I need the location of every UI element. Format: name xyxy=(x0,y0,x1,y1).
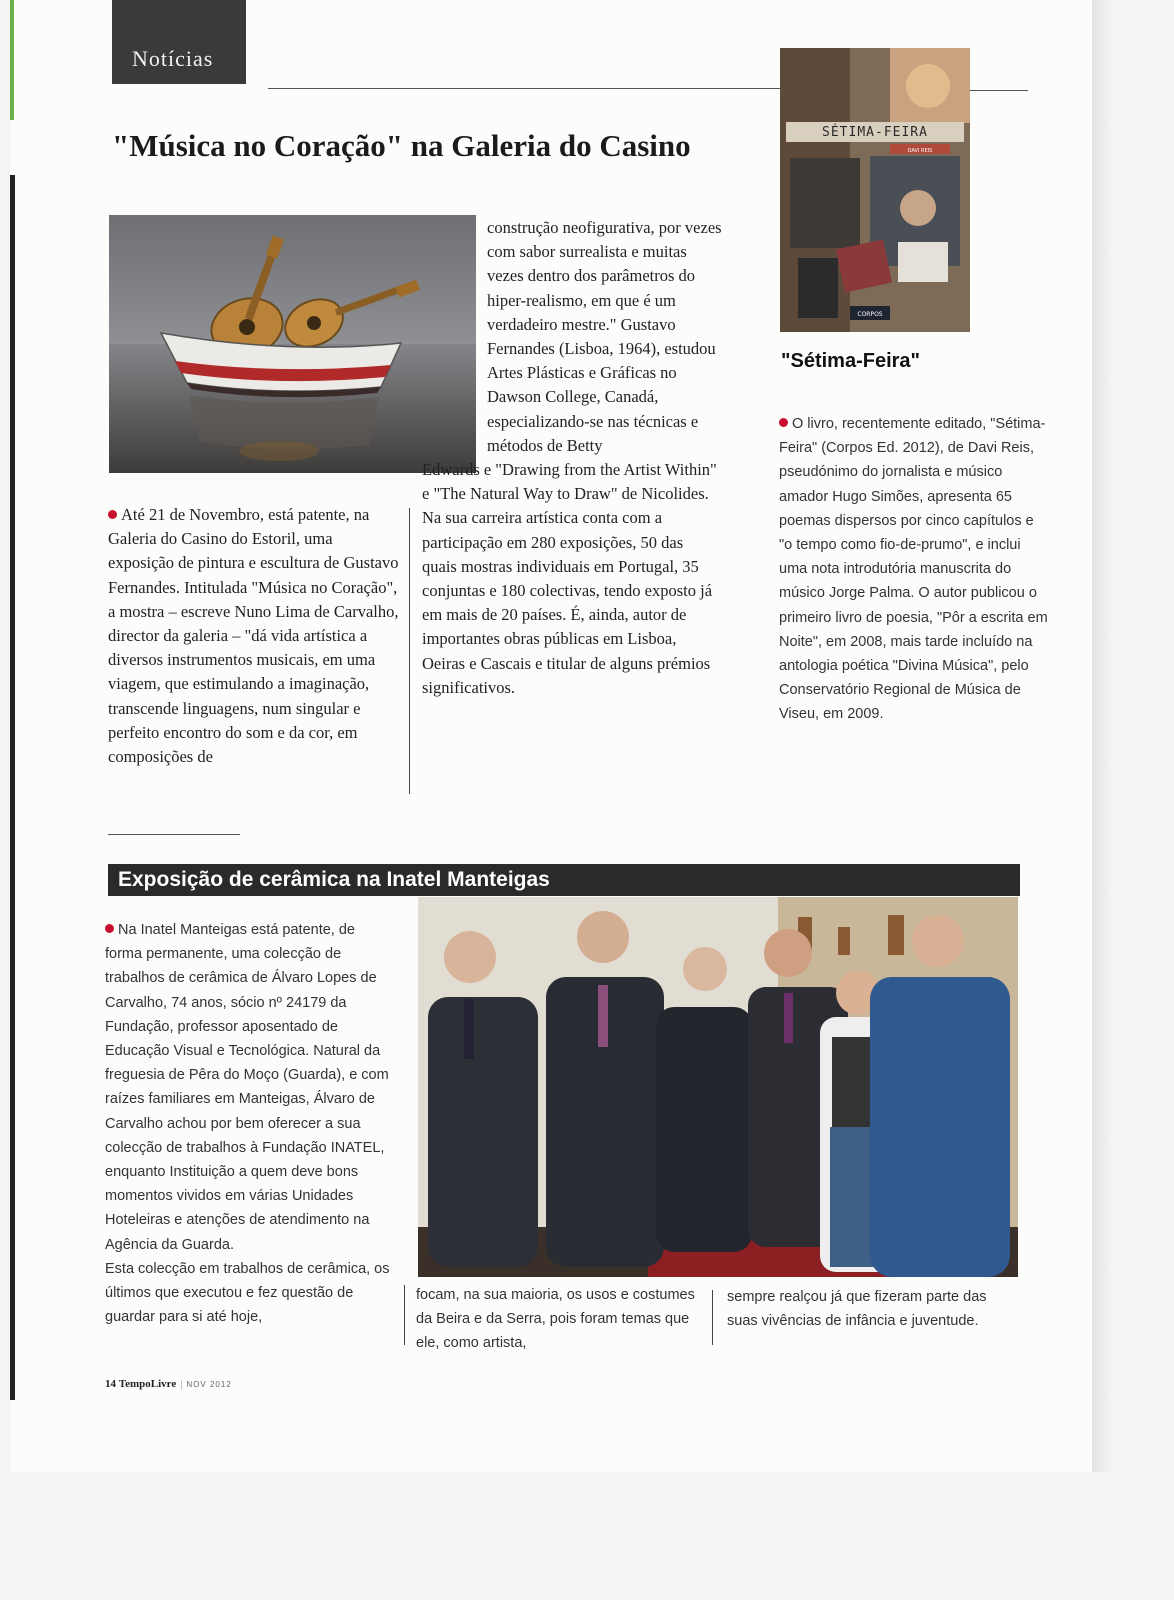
book-cover-publisher: CORPOS xyxy=(857,311,883,318)
article2-col1b-text: Esta colecção em trabalhos de cerâmica, os últimos que executou e fez questão de guardar para si até hoje, xyxy=(105,1260,390,1326)
column-divider xyxy=(712,1290,713,1345)
article2-title: Exposição de cerâmica na Inatel Manteigas xyxy=(108,864,1020,896)
header-rule xyxy=(268,88,788,89)
group-photo xyxy=(418,897,1018,1277)
magazine-name: TempoLivre xyxy=(118,1378,177,1390)
article1-body-col1 xyxy=(108,503,400,769)
section-tab xyxy=(112,0,246,84)
article2-body-col2: focam, na sua maioria, os usos e costumes da Beira e da Serra, pois foram temas que ele, como artista, xyxy=(416,1287,695,1352)
page-fold xyxy=(1092,0,1114,1472)
spine-edge xyxy=(10,175,15,1400)
painting-image xyxy=(109,215,476,473)
article1-col2-indented: construção neofigurativa, por vezes com sabor surrealista e muitas vezes dentro dos parâmetros do hiper-realismo, em que é um verdadeiro mestre." Gustavo Fernandes (Lisboa, 1964), estudou Artes Plásticas e Gráficas no Dawson College, Canadá, especializando-se nas técnicas e métodos de Betty xyxy=(487,218,722,455)
article-title: "Música no Coração" na Galeria do Casino xyxy=(112,128,691,163)
spine-accent xyxy=(10,0,14,120)
header-rule-right xyxy=(968,90,1028,91)
column-divider xyxy=(409,508,410,794)
book-description xyxy=(779,412,1049,727)
issue-date: NOV 2012 xyxy=(186,1380,232,1389)
article2-col1-text: Na Inatel Manteigas está patente, de forma permanente, uma colecção de trabalhos de cerâmica de Álvaro Lopes de Carvalho, 74 anos, sócio nº 24179 da Fundação, professor aposentado de Educação Visual e Tecnológica. Natural da freguesia de Pêra do Moço (Guarda), e com raízes familiares em Manteigas, Álvaro de Carvalho achou por bem oferecer a sua colecção de trabalhos à Fundação INATEL, enquanto Instituição a quem deve bons momentos vividos em várias Unidades Hoteleiras e atenções de atendimento na Agência da Guarda. xyxy=(105,922,389,1253)
book-title: "Sétima-Feira" xyxy=(781,350,921,372)
section-divider xyxy=(108,834,240,835)
book-cover-image xyxy=(780,48,970,332)
page-number: 14 xyxy=(105,1378,116,1390)
column-divider xyxy=(404,1285,405,1345)
bullet-icon xyxy=(108,510,117,519)
article1-col2-full: Edwards e "Drawing from the Artist Within" e "The Natural Way to Draw" de Nicolides. Na sua carreira artística conta com a participação em 280 exposições, 50 das quais mostras individuais em Portugal, 35 conjuntas e 180 colectivas, tendo exposto já em mais de 20 países. É, ainda, autor de importantes obras públicas em Lisboa, Oeiras e Cascais e titular de alguns prémios significativos. xyxy=(422,460,717,697)
article2-body-col3: sempre realçou já que fizeram parte das suas vivências de infância e juventude. xyxy=(727,1289,987,1330)
book-cover-author: DAVI REIS xyxy=(907,148,933,154)
section-label: Notícias xyxy=(132,46,214,71)
bullet-icon xyxy=(105,924,114,933)
article1-col1-text: Até 21 de Novembro, está patente, na Galeria do Casino do Estoril, uma exposição de pintura e escultura de Gustavo Fernandes. Intitulada "Música no Coração", a mostra – escreve Nuno Lima de Carvalho, director da galeria – "dá vida artística a diversos instrumentos musicais, em uma viagem, que estimulando a imaginação, transcende linguagens, num singular e perfeito encontro do som e da cor, em composições de xyxy=(108,505,399,767)
page-footer: 14 TempoLivre | NOV 2012 xyxy=(105,1378,232,1390)
article1-body-col2 xyxy=(422,216,722,700)
bullet-icon xyxy=(779,418,788,427)
article2-body-col1 xyxy=(105,918,395,1329)
book-text: O livro, recentemente editado, "Sétima-Feira" (Corpos Ed. 2012), de Davi Reis, pseudónimo do jornalista e músico amador Hugo Simões, apresenta 65 poemas dispersos por cinco capítulos e "o tempo como fio-de-prumo", e inclui uma nota introdutória manuscrita do músico Jorge Palma. O autor publicou o primeiro livro de poesia, "Pôr a escrita em Noite", em 2008, mais tarde incluído na antologia poética "Divina Música", pelo Conservatório Regional de Música de Viseu, em 2009. xyxy=(779,416,1048,723)
book-cover-title: SÉTIMA-FEIRA xyxy=(822,125,928,140)
